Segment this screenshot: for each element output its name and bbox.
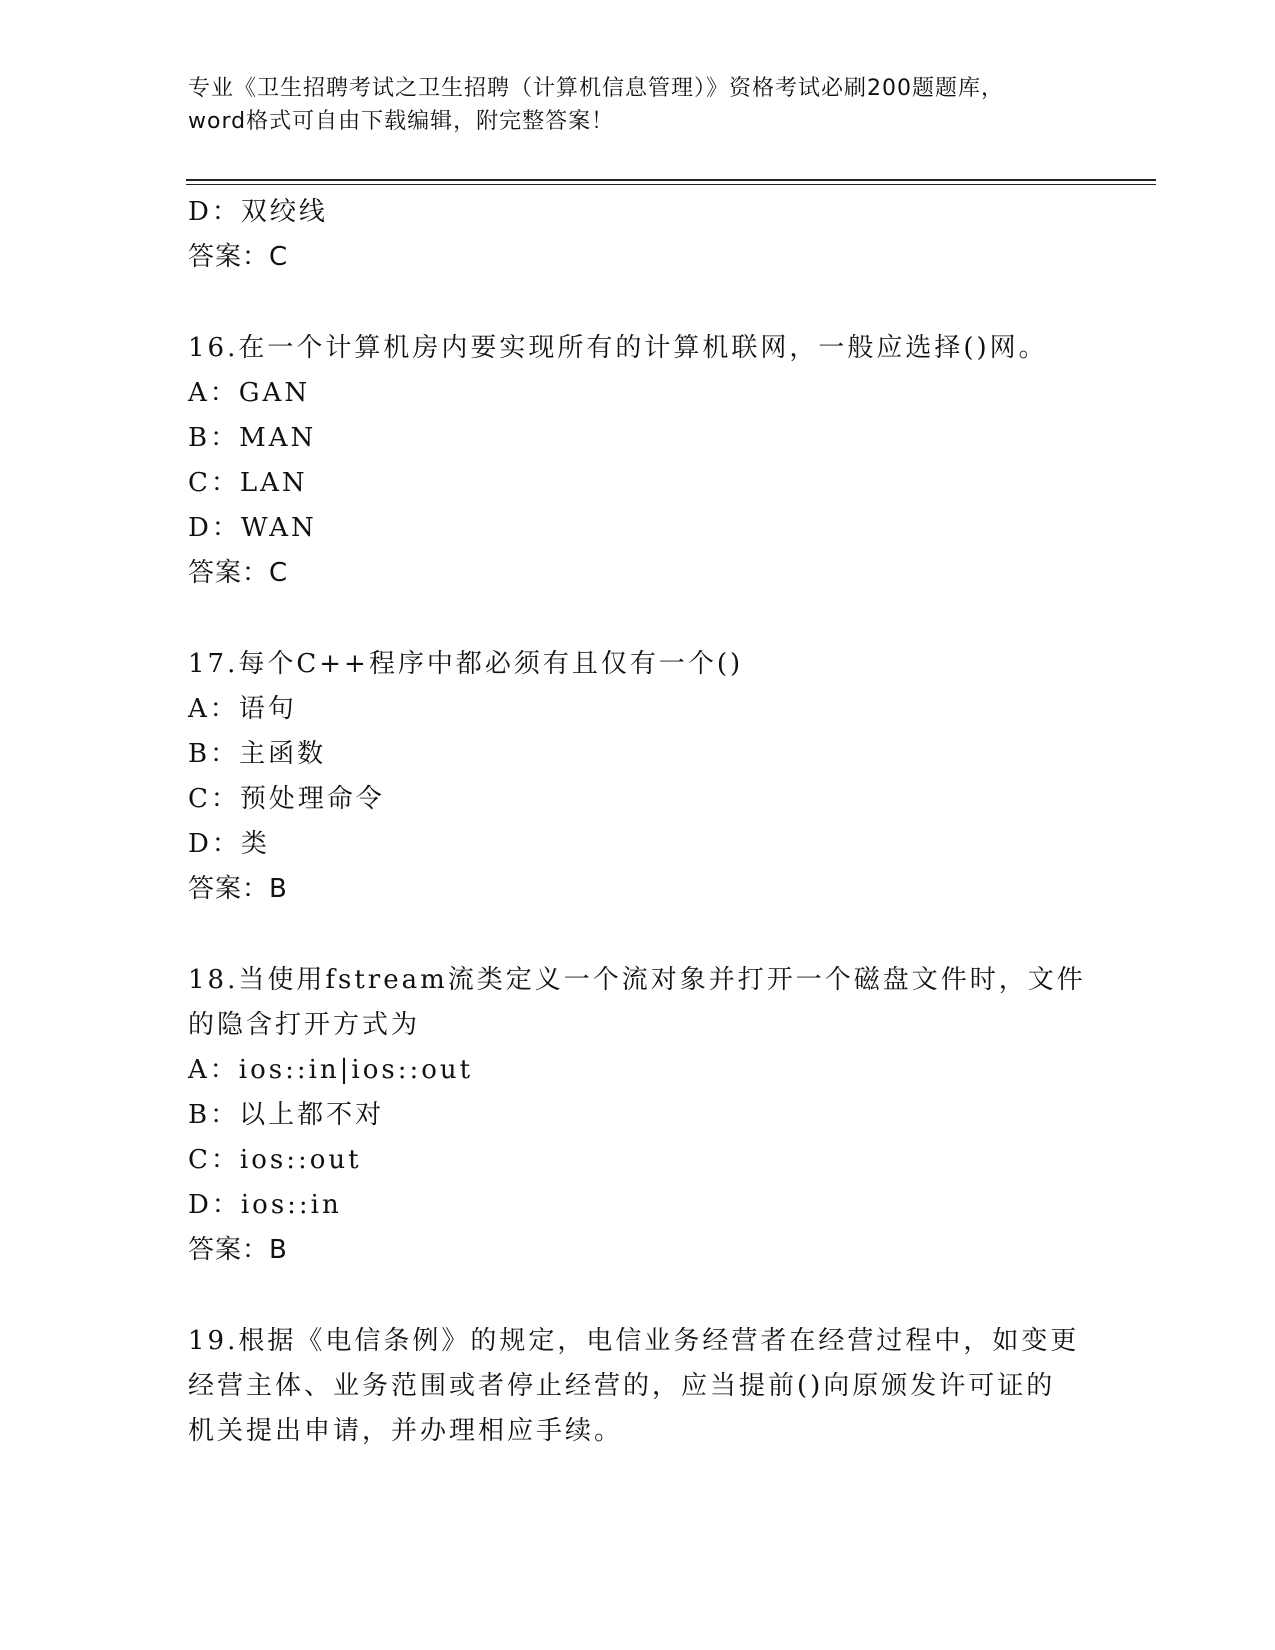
option-a: A：GAN <box>188 378 311 408</box>
header-divider-thick <box>186 179 1156 181</box>
question-stem-line-1: 18.当使用fstream流类定义一个流对象并打开一个磁盘文件时，文件 <box>188 965 1086 995</box>
answer-line: 答案：B <box>188 874 288 904</box>
question-stem: 16.在一个计算机房内要实现所有的计算机联网，一般应选择()网。 <box>188 333 1048 363</box>
option-a: A：ios::in|ios::out <box>188 1055 474 1085</box>
question-stem-line-2: 经营主体、业务范围或者停止经营的，应当提前()向原颁发许可证的 <box>188 1371 1056 1401</box>
question-stem-line-3: 机关提出申请，并办理相应手续。 <box>188 1416 624 1446</box>
question-16 <box>188 326 1088 596</box>
answer-line: 答案：C <box>188 558 289 588</box>
question-stem-line-1: 19.根据《电信条例》的规定，电信业务经营者在经营过程中，如变更 <box>188 1326 1080 1356</box>
option-c: C：预处理命令 <box>188 784 385 814</box>
question-18 <box>188 958 1088 1273</box>
document-header <box>188 72 1068 138</box>
question-stem: 17.每个C++程序中都必须有且仅有一个() <box>188 649 744 679</box>
option-b: B：主函数 <box>188 739 327 769</box>
question-19 <box>188 1319 1088 1454</box>
option-d: D：双绞线 <box>188 197 328 227</box>
answer-line: 答案：B <box>188 1235 288 1265</box>
question-15-tail <box>188 190 1088 280</box>
option-c: C：ios::out <box>188 1145 362 1175</box>
option-b: B：MAN <box>188 423 317 453</box>
header-title-line-2: word格式可自由下载编辑，附完整答案！ <box>188 109 615 134</box>
option-d: D：类 <box>188 829 270 859</box>
answer-line: 答案：C <box>188 242 289 272</box>
header-title-line-1: 专业《卫生招聘考试之卫生招聘（计算机信息管理）》资格考试必刷200题题库， <box>188 76 1004 101</box>
option-a: A：语句 <box>188 694 297 724</box>
header-divider-thin <box>186 184 1156 185</box>
question-list <box>188 190 1088 1454</box>
option-b: B：以上都不对 <box>188 1100 385 1130</box>
question-stem-line-2: 的隐含打开方式为 <box>188 1010 421 1040</box>
option-d: D：WAN <box>188 513 317 543</box>
question-17 <box>188 642 1088 912</box>
option-c: C：LAN <box>188 468 308 498</box>
option-d: D：ios::in <box>188 1190 342 1220</box>
